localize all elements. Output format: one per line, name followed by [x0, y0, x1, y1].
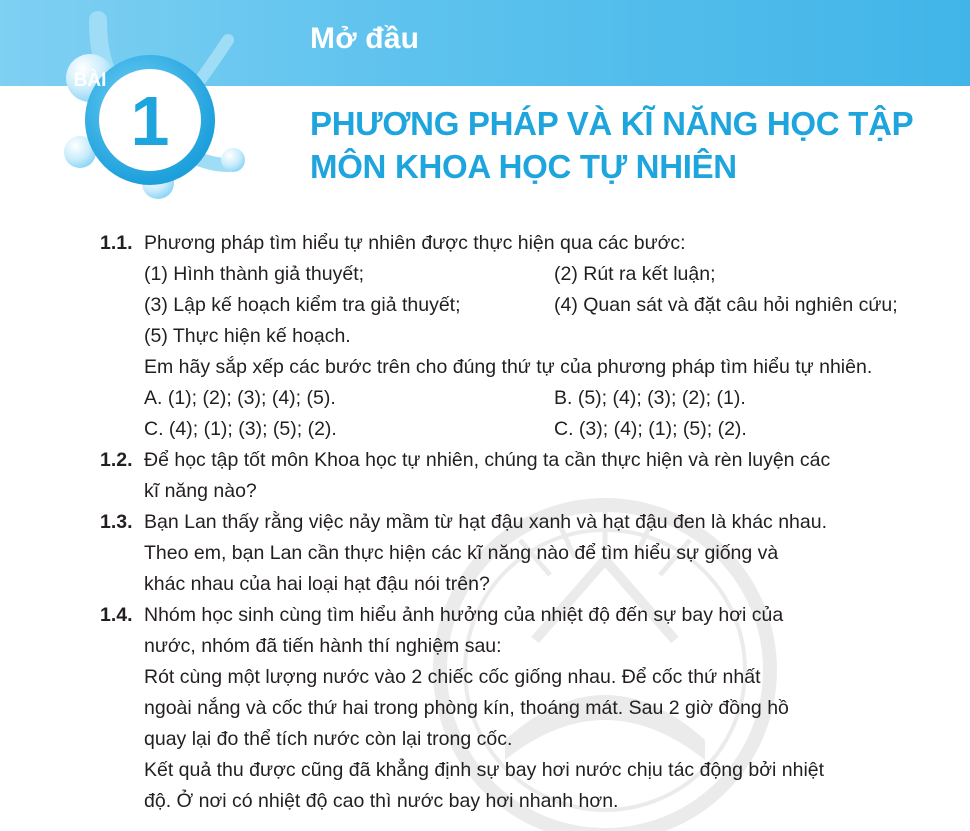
step-item: (3) Lập kế hoạch kiểm tra giả thuyết; — [144, 294, 461, 316]
answer-option: B. (5); (4); (3); (2); (1). — [554, 387, 746, 409]
question-prompt: Phương pháp tìm hiểu tự nhiên được thực hiện qua các bước: — [144, 232, 686, 254]
step-item: (2) Rút ra kết luận; — [554, 263, 716, 285]
question-line: quay lại đo thể tích nước còn lại trong cốc. — [144, 728, 513, 750]
question-line: ngoài nắng và cốc thứ hai trong phòng kín, thoáng mát. Sau 2 giờ đồng hồ — [144, 697, 789, 719]
question-line: Bạn Lan thấy rằng việc nảy mầm từ hạt đậu xanh và hạt đậu đen là khác nhau. — [144, 511, 828, 533]
badge-label: BÀI — [73, 70, 107, 91]
question-line: khác nhau của hai loại hạt đậu nói trên? — [144, 573, 490, 595]
step-item: (1) Hình thành giả thuyết; — [144, 263, 365, 285]
question-line: nước, nhóm đã tiến hành thí nghiệm sau: — [144, 635, 502, 657]
question-number: 1.1. — [100, 232, 133, 254]
lesson-title — [310, 102, 950, 188]
lesson-badge — [28, 0, 258, 220]
badge-number: 1 — [130, 82, 170, 160]
question-number: 1.3. — [100, 511, 133, 533]
lesson-title-line: MÔN KHOA HỌC TỰ NHIÊN — [310, 148, 737, 185]
question-line: Kết quả thu được cũng đã khẳng định sự bay hơi nước chịu tác động bởi nhiệt — [144, 759, 825, 781]
question-instruction: Em hãy sắp xếp các bước trên cho đúng thứ tự của phương pháp tìm hiểu tự nhiên. — [144, 356, 873, 378]
answer-option: C. (3); (4); (1); (5); (2). — [554, 418, 747, 440]
question-number: 1.2. — [100, 449, 133, 471]
question-line: Nhóm học sinh cùng tìm hiểu ảnh hưởng của nhiệt độ đến sự bay hơi của — [144, 604, 784, 626]
section-title: Mở đầu — [310, 22, 420, 55]
step-item: (4) Quan sát và đặt câu hỏi nghiên cứu; — [554, 294, 898, 316]
exercise-content — [100, 228, 910, 817]
question-1-2 — [100, 445, 910, 507]
question-1-1 — [100, 228, 910, 445]
question-number: 1.4. — [100, 604, 133, 626]
question-line: Theo em, bạn Lan cần thực hiện các kĩ năng nào để tìm hiểu sự giống và — [144, 542, 779, 564]
question-line: độ. Ở nơi có nhiệt độ cao thì nước bay hơi nhanh hơn. — [144, 790, 619, 812]
question-line: Rót cùng một lượng nước vào 2 chiếc cốc giống nhau. Để cốc thứ nhất — [144, 666, 761, 688]
lesson-title-line: PHƯƠNG PHÁP VÀ KĨ NĂNG HỌC TẬP — [310, 105, 914, 142]
question-1-4 — [100, 600, 910, 817]
step-item: (5) Thực hiện kế hoạch. — [144, 325, 351, 347]
answer-option: A. (1); (2); (3); (4); (5). — [144, 387, 336, 409]
question-1-3 — [100, 507, 910, 600]
question-line: Để học tập tốt môn Khoa học tự nhiên, chúng ta cần thực hiện và rèn luyện các — [144, 449, 831, 471]
answer-option: C. (4); (1); (3); (5); (2). — [144, 418, 337, 440]
question-line: kĩ năng nào? — [144, 480, 257, 502]
